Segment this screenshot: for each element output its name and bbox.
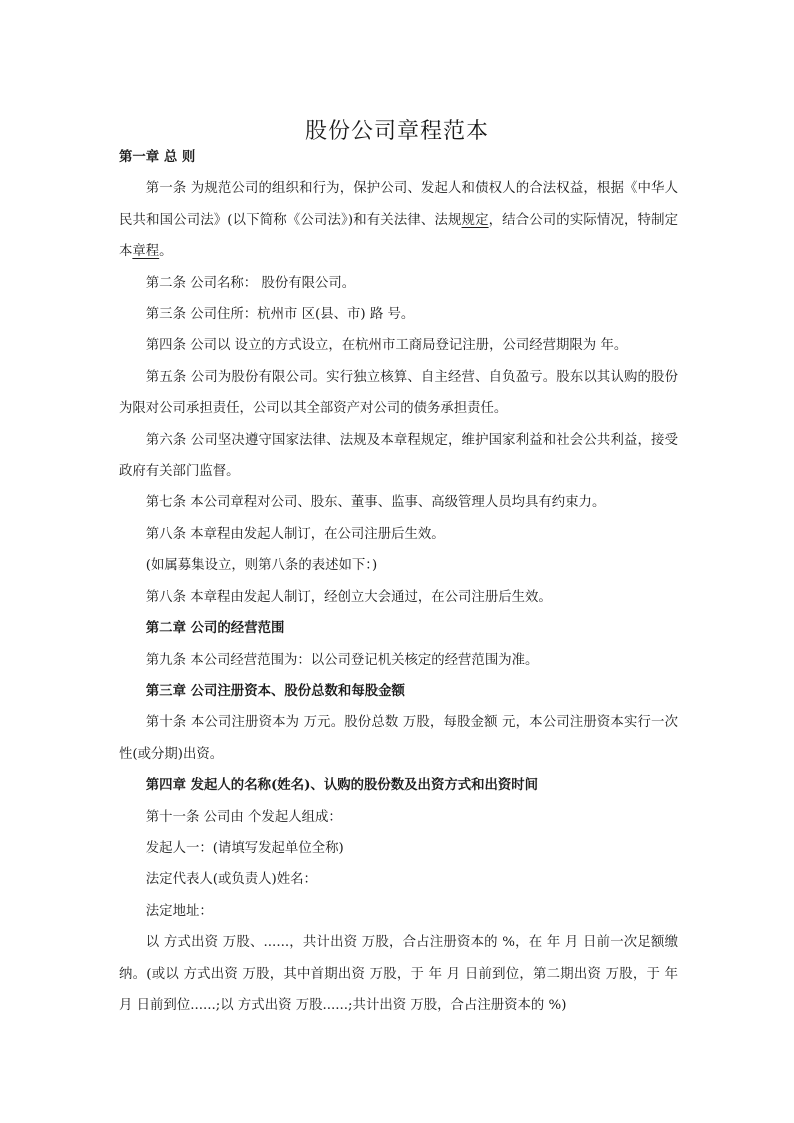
article-1 [119,173,678,267]
legal-representative: 法定代表人(或负责人)姓名： [145,872,317,888]
article-1-underlined-charter: 章程 [132,244,160,260]
article-8: 第八条 本章程由发起人制订，在公司注册后生效。 [145,526,445,542]
article-1-text-c: 。 [159,244,173,260]
article-1-underlined-regulation: 规定 [461,212,489,228]
article-10: 第十条 本公司注册资本为 万元。股份总数 万股，每股金额 元，本公司注册资本实行一次性(或分期)出资。 [119,715,678,762]
chapter-1-heading: 第一章 总 则 [119,149,196,165]
article-8-note: (如属募集设立，则第八条的表述如下：) [145,558,378,574]
document-title: 股份公司章程范本 [304,118,489,144]
article-7: 第七条 本公司章程对公司、股东、董事、监事、高级管理人员均具有约束力。 [145,495,606,511]
article-2: 第二条 公司名称： 股份有限公司。 [145,275,356,291]
chapter-3-heading: 第三章 公司注册资本、股份总数和每股金额 [145,682,405,699]
chapter-4-heading: 第四章 发起人的名称(姓名)、认购的股份数及出资方式和出资时间 [145,777,539,794]
founder-1: 发起人一：(请填写发起单位全称) [145,840,344,856]
article-1-text-a: 第一条 为规范公司的组织和行为，保护公司、发起人和债权人的合法权益，根据《中华人民共和国公司法》(以下简称《公司法》)和有关法律、法规 [119,181,678,228]
article-6: 第六条 公司坚决遵守国家法律、法规及本章程规定，维护国家利益和社会公共利益，接受政府有关部门监督。 [119,432,678,480]
chapter-2-heading: 第二章 公司的经营范围 [145,620,285,637]
contribution-clause: 以 方式出资 万股、......，共计出资 万股，合占注册资本的 %，在 年 月 日前一次足额缴纳。(或以 方式出资 万股，其中首期出资 万股，于 年 月 日前到位，第二期出资 万股，于 年 月 日前到位......;以 方式出资 万股......;共计出资 万股，合占注册资本的 %) [119,935,678,1013]
document-body [119,142,678,1021]
legal-address: 法定地址： [145,903,213,919]
article-1-text-b: ，结合公司的实际情况，特制定本 [119,212,679,260]
article-5: 第五条 公司为股份有限公司。实行独立核算、自主经营、自负盈亏。股东以其认购的股份为限对公司承担责任，公司以其全部资产对公司的债务承担责任。 [119,369,678,417]
article-4: 第四条 公司以 设立的方式设立，在杭州市工商局登记注册，公司经营期限为 年。 [145,338,628,354]
article-3: 第三条 公司住所：杭州市 区(县、市) 路 号。 [145,307,415,323]
article-11: 第十一条 公司由 个发起人组成： [145,809,342,825]
article-9: 第九条 本公司经营范围为：以公司登记机关核定的经营范围为准。 [145,652,539,668]
article-8-alternative: 第八条 本章程由发起人制订，经创立大会通过，在公司注册后生效。 [145,589,552,605]
